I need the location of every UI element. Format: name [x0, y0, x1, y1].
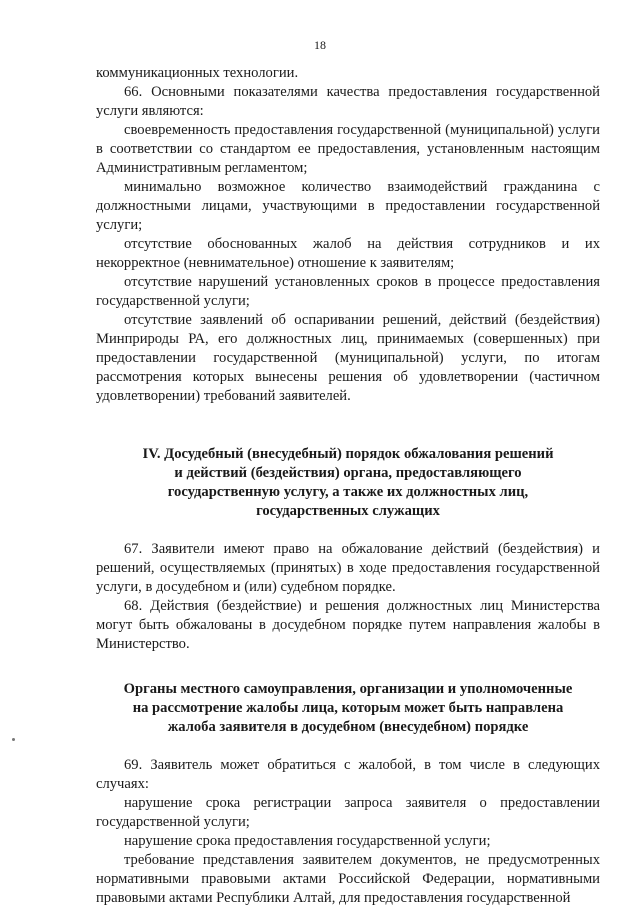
list-item: отсутствие обоснованных жалоб на действия сотрудников и их некорректное (невнимательное) отношение к заявителям;: [96, 236, 600, 271]
scan-speck: [12, 738, 15, 741]
section-heading-line: IV. Досудебный (внесудебный) порядок обжалования решений: [142, 446, 554, 462]
list-item: требование представления заявителем документов, не предусмотренных нормативными правовыми актами Российской Федерации, нормативными правовыми актами Республики Алтай, для предоставления государственной: [96, 852, 600, 906]
section-heading-line: государственную услугу, а также их должностных лиц,: [167, 484, 529, 500]
section-heading-line: государственных служащих: [256, 503, 440, 519]
paragraph: коммуникационных технологии.: [96, 65, 299, 81]
list-item: отсутствие нарушений установленных сроков в процессе предоставления государственной услуги;: [96, 274, 600, 309]
page-number: 18: [314, 38, 326, 52]
section-heading-line: и действий (бездействия) органа, предоставляющего: [174, 465, 522, 481]
paragraph-69: 69. Заявитель может обратиться с жалобой, в том числе в следующих случаях:: [96, 757, 600, 792]
subsection-heading-line: Органы местного самоуправления, организации и уполномоченные: [123, 681, 573, 697]
paragraph-68: 68. Действия (бездействие) и решения должностных лиц Министерства могут быть обжалованы в досудебном порядке путем направления жалобы в Министерство.: [96, 598, 600, 652]
list-item: своевременность предоставления государственной (муниципальной) услуги в соответствии со стандартом ее предоставления, установленным настоящим Административным регламентом;: [96, 122, 600, 176]
paragraph-66: 66. Основными показателями качества предоставления государственной услуги являются:: [96, 84, 600, 119]
subsection-heading-line: жалоба заявителя в досудебном (внесудебном) порядке: [167, 719, 529, 735]
paragraph-67: 67. Заявители имеют право на обжалование действий (бездействия) и решений, осуществляемых (принятых) в ходе предоставления государственной услуги, в досудебном и (или) судебном порядке.: [96, 541, 600, 595]
list-item: отсутствие заявлений об оспаривании решений, действий (бездействия) Минприроды РА, его должностных лиц, принимаемых (совершенных) при предоставлении государственной (муниципальной) услуги, по итогам рассмотрения которых вынесены решения об удовлетворении (частичном удовлетворении) требований заявителей.: [96, 312, 600, 404]
list-item: нарушение срока предоставления государственной услуги;: [124, 833, 491, 849]
subsection-heading-line: на рассмотрение жалобы лица, которым может быть направлена: [132, 700, 564, 716]
list-item: минимально возможное количество взаимодействий гражданина с должностными лицами, участвующими в предоставлении государственной услуги;: [96, 179, 600, 233]
list-item: нарушение срока регистрации запроса заявителя о предоставлении государственной услуги;: [96, 795, 600, 830]
document-body: [96, 64, 600, 908]
